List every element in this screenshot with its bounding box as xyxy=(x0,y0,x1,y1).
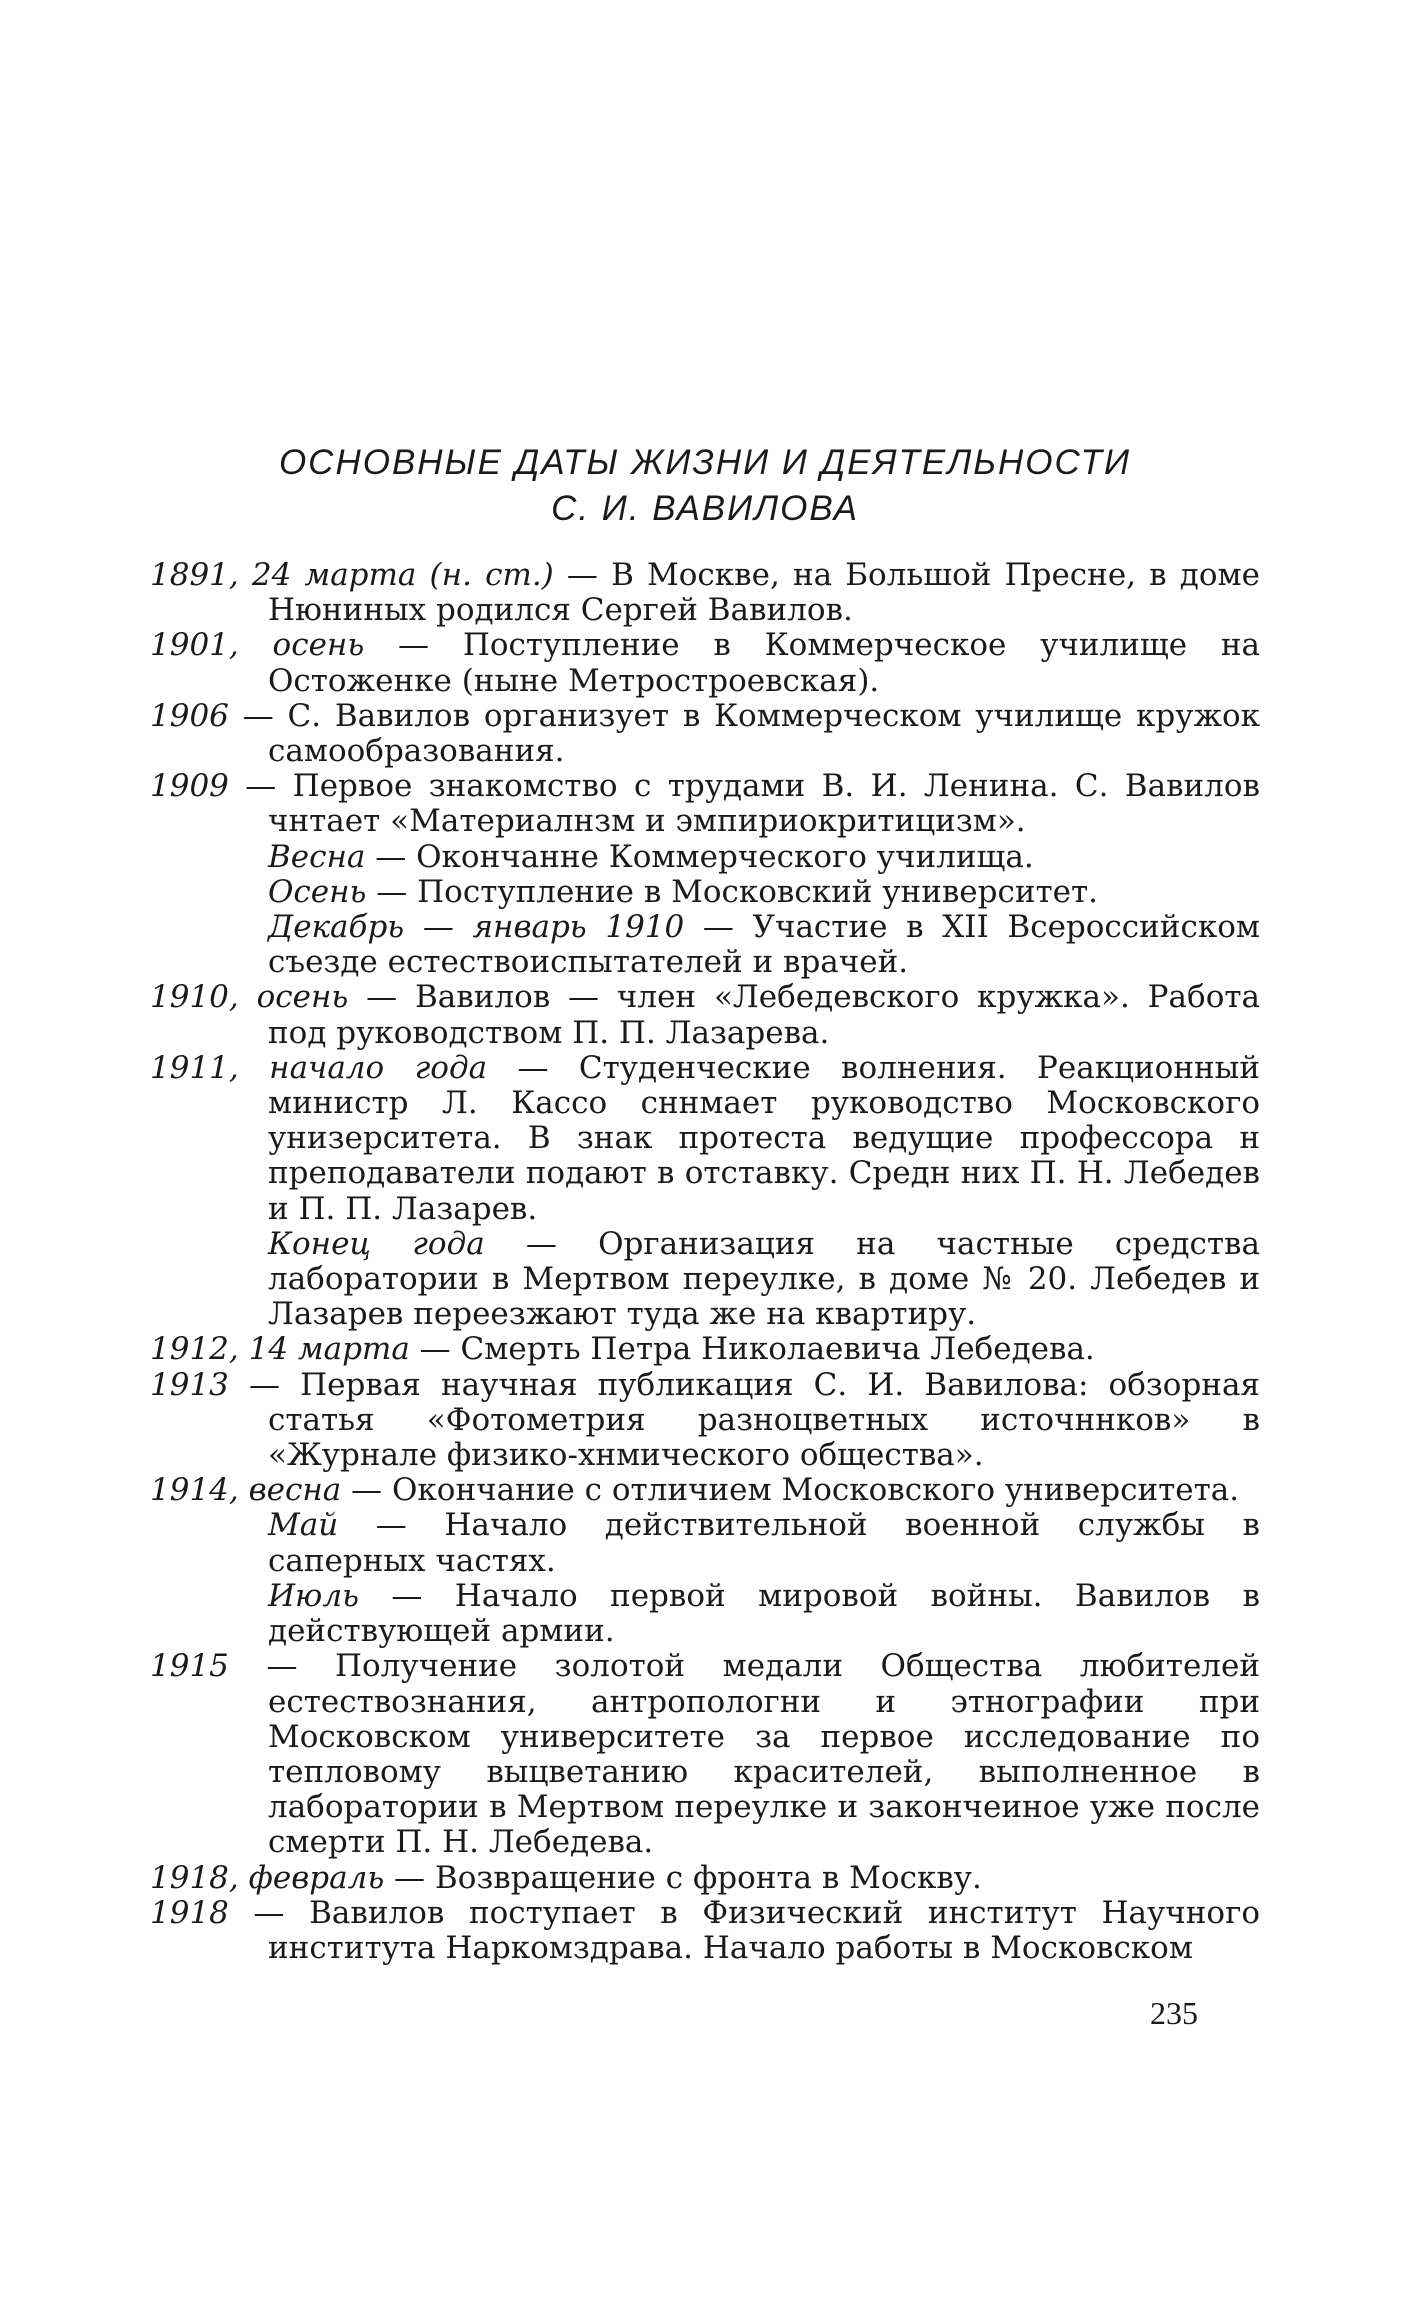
title-line-1: ОСНОВНЫЕ ДАТЫ ЖИЗНИ И ДЕЯТЕЛЬНОСТИ xyxy=(278,443,1132,482)
page-title xyxy=(150,440,1260,532)
list-item: 1912, 14 марта — Смерть Петра Николаевича Лебедева. xyxy=(150,1331,1095,1368)
list-item: 1906 — С. Вавилов организует в Коммерческом училище кружок самообразования. xyxy=(150,697,1261,770)
list-subitem: Осень — Поступление в Московский университет. xyxy=(268,873,1099,910)
list-item: 1901, осень — Поступление в Коммерческое училище на Остоженке (ныне Метростроевская). xyxy=(150,627,1260,699)
list-item: 1915 — Получение золотой медали Общества любителей естествознания, антропологни и этнографии при Московском университете за первое исследование по тепловому выцветанию красителей, выполненное в лаборатории в Мертвом переулке и закончеиное уже после смерти П. Н. Лебедева. xyxy=(150,1648,1260,1861)
list-item: 1910, осень — Вавилов — член «Лебедевского кружка». Работа под руководством П. П. Лазарева. xyxy=(150,979,1260,1051)
list-item: 1891, 24 марта (н. ст.) — В Москве, на Большой Пресне, в доме Нюниных родился Сергей Вавилов. xyxy=(150,557,1260,629)
list-item: 1909 — Первое знакомство с трудами В. И. Ленина. С. Вавилов чнтает «Материалнзм и эмпириокритицизм». xyxy=(150,768,1260,840)
list-subitem: Конец года — Организация на частные средства лаборатории в Мертвом переулке, в доме № 20. Лебедев и Лазарев переезжают туда же на квартиру. xyxy=(268,1225,1260,1333)
list-item: 1913 — Первая научная публикация С. И. Вавилова: обзорная статья «Фотометрия разноцветных источннков» в «Журнале физико-хнмического общества». xyxy=(150,1366,1260,1474)
page-content xyxy=(150,440,1260,1966)
list-subitem: Декабрь — январь 1910 — Участие в XII Всероссийском съезде естествоиспытателей и врачей. xyxy=(268,909,1260,981)
title-line-2: С. И. ВАВИЛОВА xyxy=(551,489,859,528)
list-item: 1914, весна — Окончание с отличием Московского университета. xyxy=(150,1472,1240,1509)
list-subitem: Весна — Окончанне Коммерческого училища. xyxy=(268,838,1034,875)
list-item: 1911, начало года — Студенческие волнения. Реакционный министр Л. Кассо сннмает руководство Московского унизерситета. В знак протеста ведущие профессора н преподаватели подают в отставку. Средн них П. Н. Лебедев и П. П. Лазарев. xyxy=(150,1049,1260,1227)
list-subitem: Май — Начало действительной военной службы в саперных частях. xyxy=(268,1507,1260,1579)
list-item: 1918, февраль — Возвращение с фронта в Москву. xyxy=(150,1859,982,1896)
list-item: 1918 — Вавилов поступает в Физический институт Научного института Наркомздрава. Начало работы в Московском xyxy=(150,1894,1260,1966)
page-number: 235 xyxy=(1150,1995,1198,2031)
chronology-list xyxy=(150,558,1260,1966)
list-subitem: Июль — Начало первой мировой войны. Вавилов в действующей армии. xyxy=(268,1577,1260,1650)
